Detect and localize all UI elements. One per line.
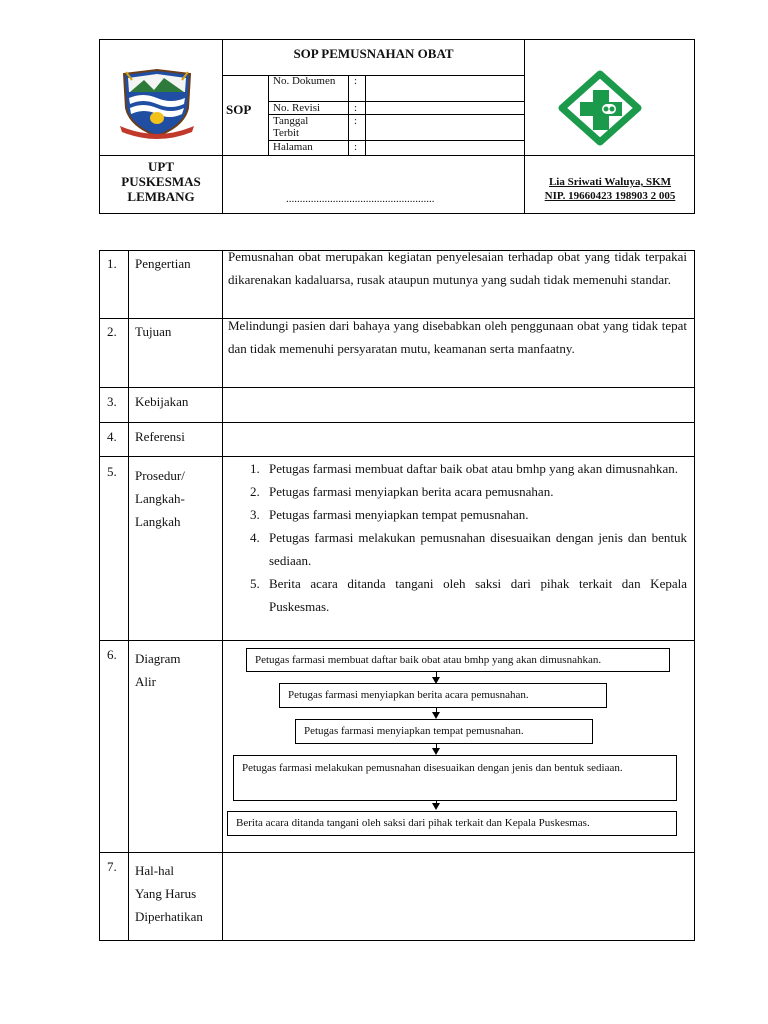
row-divider bbox=[99, 387, 695, 388]
header-divider-horizontal bbox=[99, 155, 695, 156]
sop-label: SOP bbox=[226, 102, 252, 117]
signer-nip: NIP. 19660423 198903 2 005 bbox=[544, 190, 676, 202]
flow-step-box: Petugas farmasi menyiapkan tempat pemusnahan. bbox=[295, 719, 593, 744]
row-label-line: Diperhatikan bbox=[135, 909, 203, 924]
org-name-line1: UPT bbox=[148, 159, 174, 174]
puskesmas-cross-icon bbox=[554, 68, 648, 148]
flow-step-box: Petugas farmasi membuat daftar baik obat atau bmhp yang akan dimusnahkan. bbox=[246, 648, 670, 672]
row-number: 7. bbox=[107, 859, 117, 874]
row-label-line: Prosedur/ bbox=[135, 468, 185, 483]
step-number: 2. bbox=[250, 484, 260, 499]
field-halaman-sep: : bbox=[354, 141, 358, 153]
step-number: 3. bbox=[250, 507, 260, 522]
row-number: 1. bbox=[107, 256, 117, 271]
signer-name: Lia Sriwati Waluya, SKM bbox=[548, 176, 672, 188]
row-number: 5. bbox=[107, 464, 117, 479]
row-label-line: Hal-hal bbox=[135, 863, 174, 878]
flow-step-box: Petugas farmasi menyiapkan berita acara pemusnahan. bbox=[279, 683, 607, 708]
field-no-dokumen-label: No. Dokumen bbox=[273, 75, 336, 87]
row-label bbox=[135, 647, 180, 693]
row-content: Pemusnahan obat merupakan kegiatan penyelesaian terhadap obat yang tidak terpakai dikarenakan kadaluarsa, rusak ataupun mutunya yang sudah tidak memenuhi standar. bbox=[228, 249, 687, 287]
step-text: Petugas farmasi menyiapkan tempat pemusnahan. bbox=[269, 507, 529, 522]
puskesmas-logo bbox=[554, 68, 648, 148]
row-label-line: Langkah bbox=[135, 514, 181, 529]
field-halaman-label: Halaman bbox=[273, 141, 313, 153]
row-label-line: Alir bbox=[135, 674, 156, 689]
procedure-step bbox=[222, 480, 687, 503]
row-number: 6. bbox=[107, 647, 117, 662]
step-text: Petugas farmasi membuat daftar baik obat atau bmhp yang akan dimusnahkan. bbox=[269, 461, 679, 476]
sep-divider-2 bbox=[365, 75, 366, 155]
district-emblem-icon bbox=[118, 68, 196, 140]
procedure-steps bbox=[222, 457, 687, 618]
field-no-dokumen-sep: : bbox=[354, 75, 358, 87]
flow-step-box: Petugas farmasi melakukan pemusnahan disesuaikan dengan jenis dan bentuk sediaan. bbox=[233, 755, 677, 801]
procedure-step bbox=[222, 572, 687, 618]
row-label: Tujuan bbox=[135, 324, 172, 339]
procedure-step bbox=[222, 526, 687, 572]
row-label-line: Langkah- bbox=[135, 491, 185, 506]
document-title: SOP PEMUSNAHAN OBAT bbox=[293, 46, 454, 61]
row-label: Pengertian bbox=[135, 256, 191, 271]
row-label bbox=[135, 464, 185, 533]
row-number: 3. bbox=[107, 394, 117, 409]
step-text: Berita acara ditanda tangani oleh saksi dari pihak terkait dan Kepala Puskesmas. bbox=[269, 576, 687, 614]
row-number: 4. bbox=[107, 429, 117, 444]
field-no-revisi-label: No. Revisi bbox=[273, 102, 321, 114]
field-no-revisi-sep: : bbox=[354, 102, 358, 114]
row-label: Kebijakan bbox=[135, 394, 189, 409]
sop-divider bbox=[268, 75, 269, 155]
col-divider-no bbox=[128, 250, 129, 941]
row-label: Referensi bbox=[135, 429, 185, 444]
field-tanggal-terbit-sep: : bbox=[354, 115, 358, 127]
flow-step-box: Berita acara ditanda tangani oleh saksi dari pihak terkait dan Kepala Puskesmas. bbox=[227, 811, 677, 836]
procedure-step bbox=[222, 503, 687, 526]
procedure-step bbox=[222, 457, 687, 480]
signature-line: ...................................................... bbox=[286, 193, 435, 205]
row-content: Melindungi pasien dari bahaya yang disebabkan oleh penggunaan obat yang tidak tepat dan tidak memenuhi persyaratan mutu, keamanan serta manfaatny. bbox=[228, 318, 687, 356]
field-tanggal-terbit-label: Tanggal Terbit bbox=[273, 115, 309, 139]
row-label-line: Diagram bbox=[135, 651, 181, 666]
org-name-line2: PUSKESMAS bbox=[121, 174, 201, 189]
row-number: 2. bbox=[107, 324, 117, 339]
row-label bbox=[135, 859, 203, 928]
row-divider bbox=[99, 422, 695, 423]
step-number: 5. bbox=[250, 576, 260, 591]
step-text: Petugas farmasi menyiapkan berita acara pemusnahan. bbox=[269, 484, 554, 499]
step-text: Petugas farmasi melakukan pemusnahan disesuaikan dengan jenis dan bentuk sediaan. bbox=[269, 530, 687, 568]
sep-divider bbox=[348, 75, 349, 155]
district-emblem-logo bbox=[118, 68, 196, 140]
header-divider-left bbox=[222, 39, 223, 214]
step-number: 4. bbox=[250, 530, 260, 545]
row-divider bbox=[99, 852, 695, 853]
row-label-line: Yang Harus bbox=[135, 886, 197, 901]
org-name bbox=[100, 159, 222, 204]
org-name-line3: LEMBANG bbox=[127, 189, 195, 204]
step-number: 1. bbox=[250, 461, 260, 476]
row-divider bbox=[99, 640, 695, 641]
